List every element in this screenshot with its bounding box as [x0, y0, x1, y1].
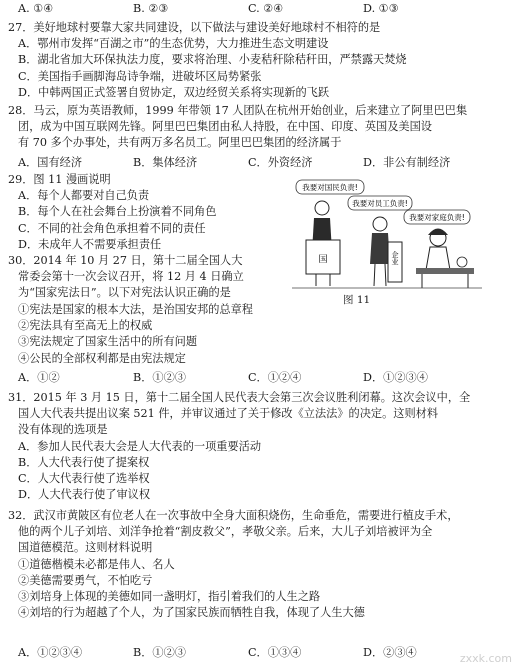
- statement-item: ③宪法规定了国家生活中的所有问题: [18, 335, 198, 349]
- option-d[interactable]: D．中韩两国正式签署自贸协定，双边经贸关系将实现新的飞跃: [18, 85, 330, 99]
- question-stem-line: 国道德模范。这则材料说明: [18, 541, 153, 555]
- question-30-items: [8, 302, 513, 367]
- question-stem-line: 没有体现的选项是: [18, 423, 108, 437]
- cartoon-illustration: [292, 178, 482, 293]
- question-stem-line: 常委会第十一次会议召开，将 12 月 4 日确立: [18, 270, 244, 284]
- question-28: [8, 103, 513, 152]
- option-a[interactable]: A．①②: [18, 371, 60, 384]
- option-b[interactable]: B．每个人在社会舞台上扮演着不同角色: [18, 205, 217, 219]
- option-c[interactable]: C．外资经济: [248, 156, 313, 169]
- statement-item: ①宪法是国家的根本大法，是治国安邦的总章程: [18, 303, 253, 316]
- question-stem: 29．图 11 漫画说明: [8, 173, 111, 186]
- option-d[interactable]: D．②③④: [363, 646, 417, 659]
- statement-item: ④刘培的行为超越了个人，为了国家民族而牺牲自我，体现了人生大德: [18, 606, 365, 620]
- question-stem: 27．美好地球村要靠大家共同建设，以下做法与建设美好地球村不相符的是: [8, 21, 381, 34]
- question-29: [8, 172, 288, 253]
- question-stem-line: 28．马云，原为英语教师，1999 年带领 17 人团队在杭州开始创业，后来建立了阿里巴巴集: [8, 104, 468, 117]
- speech-bubble-3: 我要对家庭负责!: [409, 213, 465, 222]
- question-stem-line: 32．武汉市黄陂区有位老人在一次事故中全身大面积烧伤，生命垂危，需要进行植皮手术，: [8, 509, 459, 522]
- option-c[interactable]: C．①②④: [248, 371, 302, 384]
- statement-item: ③刘培身上体现的美德如同一盏明灯，指引着我们的人生之路: [18, 589, 321, 603]
- option-b[interactable]: B．集体经济: [133, 156, 198, 169]
- option-d[interactable]: D．人大代表行使了审议权: [18, 488, 151, 502]
- option-a[interactable]: A．参加人民代表大会是人大代表的一项重要活动: [18, 439, 262, 453]
- option-c[interactable]: C．不同的社会角色承担着不同的责任: [18, 221, 206, 235]
- podium-label: 国: [318, 255, 328, 265]
- question-stem-line: 他的两个儿子刘培、刘洋争抢着“割皮救父”，孝敬父亲。后来，大儿子刘培被评为全: [18, 525, 433, 539]
- option-a[interactable]: A．国有经济: [18, 156, 83, 169]
- question-stem-line: 为“国家宪法日”。以下对宪法认识正确的是: [18, 286, 231, 300]
- option-c[interactable]: C．人大代表行使了选举权: [18, 471, 150, 485]
- question-stem-line: 有 70 多个办事处，共有两万多名员工。阿里巴巴集团的经济属于: [18, 136, 342, 150]
- speech-bubble-1: 我要对国民负责!: [302, 183, 358, 192]
- statement-item: ④公民的全部权利都是由宪法规定: [18, 351, 186, 365]
- option-d[interactable]: D．非公有制经济: [363, 156, 451, 169]
- statement-item: ②美德需要勇气，不怕吃亏: [18, 573, 153, 587]
- option-a[interactable]: A．每个人都要对自己负责: [18, 189, 150, 203]
- statement-item: ①道德楷模未必都是伟人、名人: [18, 557, 175, 571]
- option-c[interactable]: C. ②④: [248, 2, 284, 15]
- option-b[interactable]: B．①②③: [133, 371, 186, 384]
- option-d[interactable]: D．①②③④: [363, 371, 428, 384]
- option-b[interactable]: B．①②③: [133, 646, 186, 659]
- option-b[interactable]: B. ②③: [133, 2, 169, 15]
- speech-bubble-2: 我要对员工负责!: [352, 199, 408, 208]
- option-d[interactable]: D. ①③: [363, 2, 399, 15]
- question-stem-line: 团，成为中国互联网先锋。阿里巴巴集团由私人持股，在中国、印度、英国及美国设: [18, 120, 432, 134]
- question-30-options: [18, 369, 478, 385]
- option-c[interactable]: C．美国指手画脚海岛诗争端，进破坏区局势紧张: [18, 69, 262, 83]
- cartoon-figure: [292, 178, 482, 306]
- sign-label: 企业: [391, 251, 399, 265]
- statement-item: ②宪法具有至高无上的权威: [18, 319, 153, 333]
- question-stem-line: 31．2015 年 3 月 15 日，第十二届全国人民代表大会第三次会议胜利闭幕。这次会议中，全: [8, 391, 471, 404]
- option-b[interactable]: B．人大代表行使了提案权: [18, 455, 150, 469]
- figure-caption: 图 11: [343, 294, 371, 306]
- watermark-text: zxxk.com: [459, 652, 512, 665]
- question-stem-line: 国人大代表共提出议案 521 件，并审议通过了关于修改《立法法》的决定。这则材料: [18, 407, 439, 421]
- question-stem-line: 30．2014 年 10 月 27 日，第十二届全国人大: [8, 254, 243, 267]
- option-c[interactable]: C．①③④: [248, 646, 302, 659]
- question-31: [8, 390, 513, 503]
- question-27: [8, 20, 513, 101]
- question-28-options: [18, 154, 478, 170]
- option-a[interactable]: A．鄂州市发挥“百湖之市”的生态优势，大力推进生态文明建设: [18, 37, 329, 51]
- question-32-options: [18, 644, 478, 660]
- option-a[interactable]: A．①②③④: [18, 646, 83, 659]
- option-d[interactable]: D．未成年人不需要承担责任: [18, 237, 162, 251]
- question-32: [8, 508, 513, 621]
- question-30: [8, 253, 298, 302]
- option-b[interactable]: B．湖北省加大环保执法力度，要求将治理、小麦秸秆除秸秆田，严禁露天焚烧: [18, 53, 407, 67]
- prev-question-options: [18, 2, 478, 15]
- option-a[interactable]: A. ①④: [18, 2, 54, 15]
